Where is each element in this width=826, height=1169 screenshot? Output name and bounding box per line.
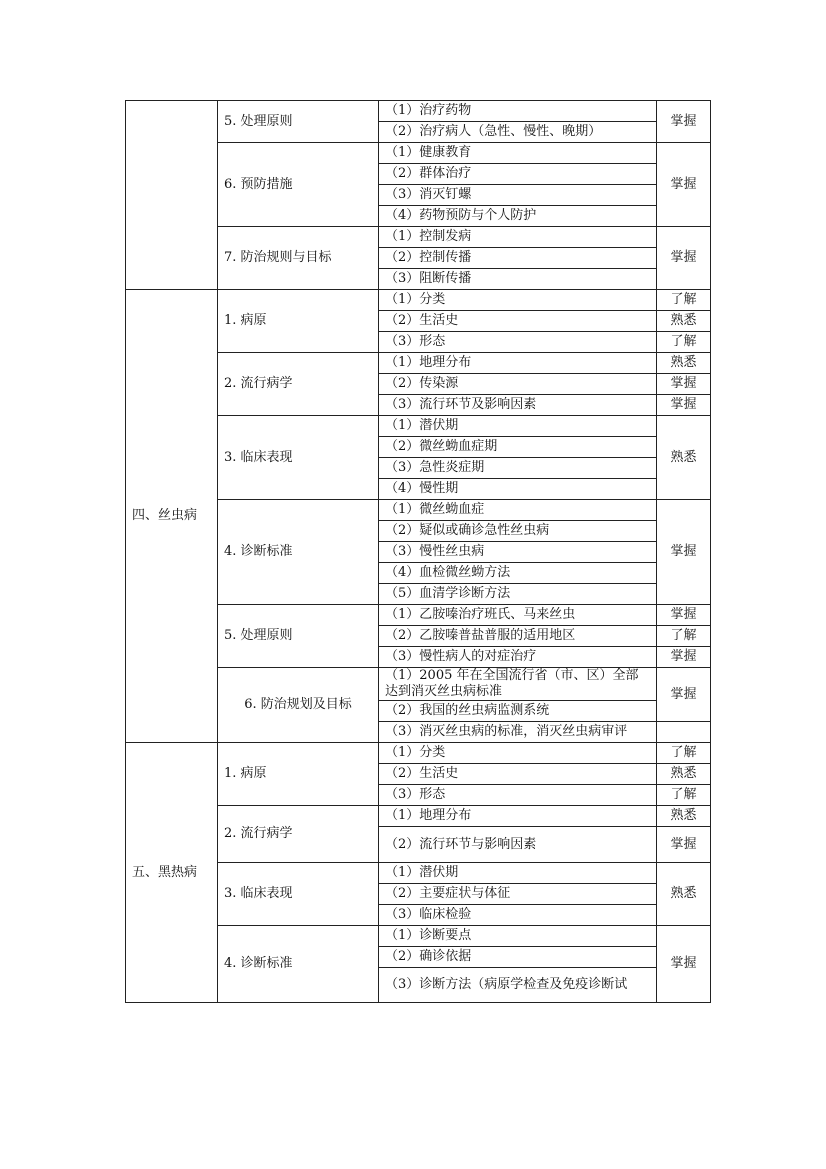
item-cell: 1. 病原 xyxy=(218,290,379,353)
subitem-cell: （1）分类 xyxy=(379,290,657,311)
subitem-cell: （2）流行环节与影响因素 xyxy=(379,827,657,863)
unit-cell xyxy=(126,101,218,290)
subitem-cell: （3）流行环节及影响因素 xyxy=(379,395,657,416)
subitem-cell: （1）潜伏期 xyxy=(379,416,657,437)
subitem-cell: （1）分类 xyxy=(379,743,657,764)
level-cell: 了解 xyxy=(657,626,711,647)
subitem-cell: （2）治疗病人（急性、慢性、晚期） xyxy=(379,122,657,143)
level-cell: 掌握 xyxy=(657,926,711,1003)
level-cell: 掌握 xyxy=(657,227,711,290)
level-cell: 了解 xyxy=(657,785,711,806)
subitem-cell: （1）潜伏期 xyxy=(379,863,657,884)
subitem-cell: （3）阻断传播 xyxy=(379,269,657,290)
level-cell: 掌握 xyxy=(657,647,711,668)
subitem-cell: （3）急性炎症期 xyxy=(379,458,657,479)
subitem-cell: （1）控制发病 xyxy=(379,227,657,248)
item-cell: 4. 诊断标准 xyxy=(218,926,379,1003)
unit-cell: 五、黑热病 xyxy=(126,743,218,1003)
subitem-cell: （3）慢性病人的对症治疗 xyxy=(379,647,657,668)
level-cell: 熟悉 xyxy=(657,353,711,374)
subitem-cell: （1）地理分布 xyxy=(379,353,657,374)
level-cell: 掌握 xyxy=(657,605,711,626)
subitem-cell: （2）确诊依据 xyxy=(379,947,657,968)
subitem-cell: （3）形态 xyxy=(379,332,657,353)
level-cell: 了解 xyxy=(657,290,711,311)
subitem-cell: （2）群体治疗 xyxy=(379,164,657,185)
item-cell: 5. 处理原则 xyxy=(218,101,379,143)
level-cell: 熟悉 xyxy=(657,863,711,926)
subitem-cell: （3）消灭丝虫病的标准，消灭丝虫病审评 xyxy=(379,722,657,743)
table-row xyxy=(126,290,711,311)
subitem-cell: （2）微丝蚴血症期 xyxy=(379,437,657,458)
subitem-cell: （4）血检微丝蚴方法 xyxy=(379,563,657,584)
level-cell: 掌握 xyxy=(657,101,711,143)
level-cell: 了解 xyxy=(657,332,711,353)
table-row xyxy=(126,743,711,764)
table-row xyxy=(126,101,711,122)
level-cell: 了解 xyxy=(657,743,711,764)
level-cell: 掌握 xyxy=(657,395,711,416)
subitem-cell: （2）主要症状与体征 xyxy=(379,884,657,905)
subitem-cell: （1）2005 年在全国流行省（市、区）全部达到消灭丝虫病标准 xyxy=(379,668,657,701)
subitem-cell: （2）生活史 xyxy=(379,764,657,785)
subitem-cell: （5）血清学诊断方法 xyxy=(379,584,657,605)
unit-cell: 四、丝虫病 xyxy=(126,290,218,743)
subitem-cell: （1）乙胺嗪治疗班氏、马来丝虫 xyxy=(379,605,657,626)
subitem-cell: （2）乙胺嗪普盐普服的适用地区 xyxy=(379,626,657,647)
item-cell: 1. 病原 xyxy=(218,743,379,806)
subitem-cell: （3）诊断方法（病原学检查及免疫诊断试 xyxy=(379,968,657,1003)
subitem-cell: （4）药物预防与个人防护 xyxy=(379,206,657,227)
subitem-cell: （2）疑似或确诊急性丝虫病 xyxy=(379,521,657,542)
level-cell: 熟悉 xyxy=(657,764,711,785)
subitem-cell: （3）临床检验 xyxy=(379,905,657,926)
level-cell: 掌握 xyxy=(657,827,711,863)
level-cell: 掌握 xyxy=(657,374,711,395)
subitem-cell: （1）地理分布 xyxy=(379,806,657,827)
subitem-cell: （1）治疗药物 xyxy=(379,101,657,122)
item-cell: 4. 诊断标准 xyxy=(218,500,379,605)
item-cell: 3. 临床表现 xyxy=(218,863,379,926)
level-cell: 掌握 xyxy=(657,500,711,605)
item-cell: 2. 流行病学 xyxy=(218,806,379,863)
subitem-cell: （2）控制传播 xyxy=(379,248,657,269)
subitem-cell: （1）微丝蚴血症 xyxy=(379,500,657,521)
level-cell: 熟悉 xyxy=(657,311,711,332)
subitem-cell: （2）传染源 xyxy=(379,374,657,395)
item-cell: 7. 防治规则与目标 xyxy=(218,227,379,290)
subitem-cell: （3）形态 xyxy=(379,785,657,806)
item-cell: 6. 预防措施 xyxy=(218,143,379,227)
item-cell: 3. 临床表现 xyxy=(218,416,379,500)
subitem-cell: （3）慢性丝虫病 xyxy=(379,542,657,563)
item-cell: 2. 流行病学 xyxy=(218,353,379,416)
item-cell: 5. 处理原则 xyxy=(218,605,379,668)
subitem-cell: （1）诊断要点 xyxy=(379,926,657,947)
level-cell: 熟悉 xyxy=(657,416,711,500)
subitem-cell: （4）慢性期 xyxy=(379,479,657,500)
level-cell xyxy=(657,722,711,743)
subitem-cell: （3）消灭钉螺 xyxy=(379,185,657,206)
level-cell: 掌握 xyxy=(657,668,711,722)
level-cell: 掌握 xyxy=(657,143,711,227)
subitem-cell: （2）生活史 xyxy=(379,311,657,332)
item-cell: 6. 防治规划及目标 xyxy=(218,668,379,743)
subitem-cell: （1）健康教育 xyxy=(379,143,657,164)
syllabus-table xyxy=(125,100,711,1003)
level-cell: 熟悉 xyxy=(657,806,711,827)
subitem-cell: （2）我国的丝虫病监测系统 xyxy=(379,701,657,722)
